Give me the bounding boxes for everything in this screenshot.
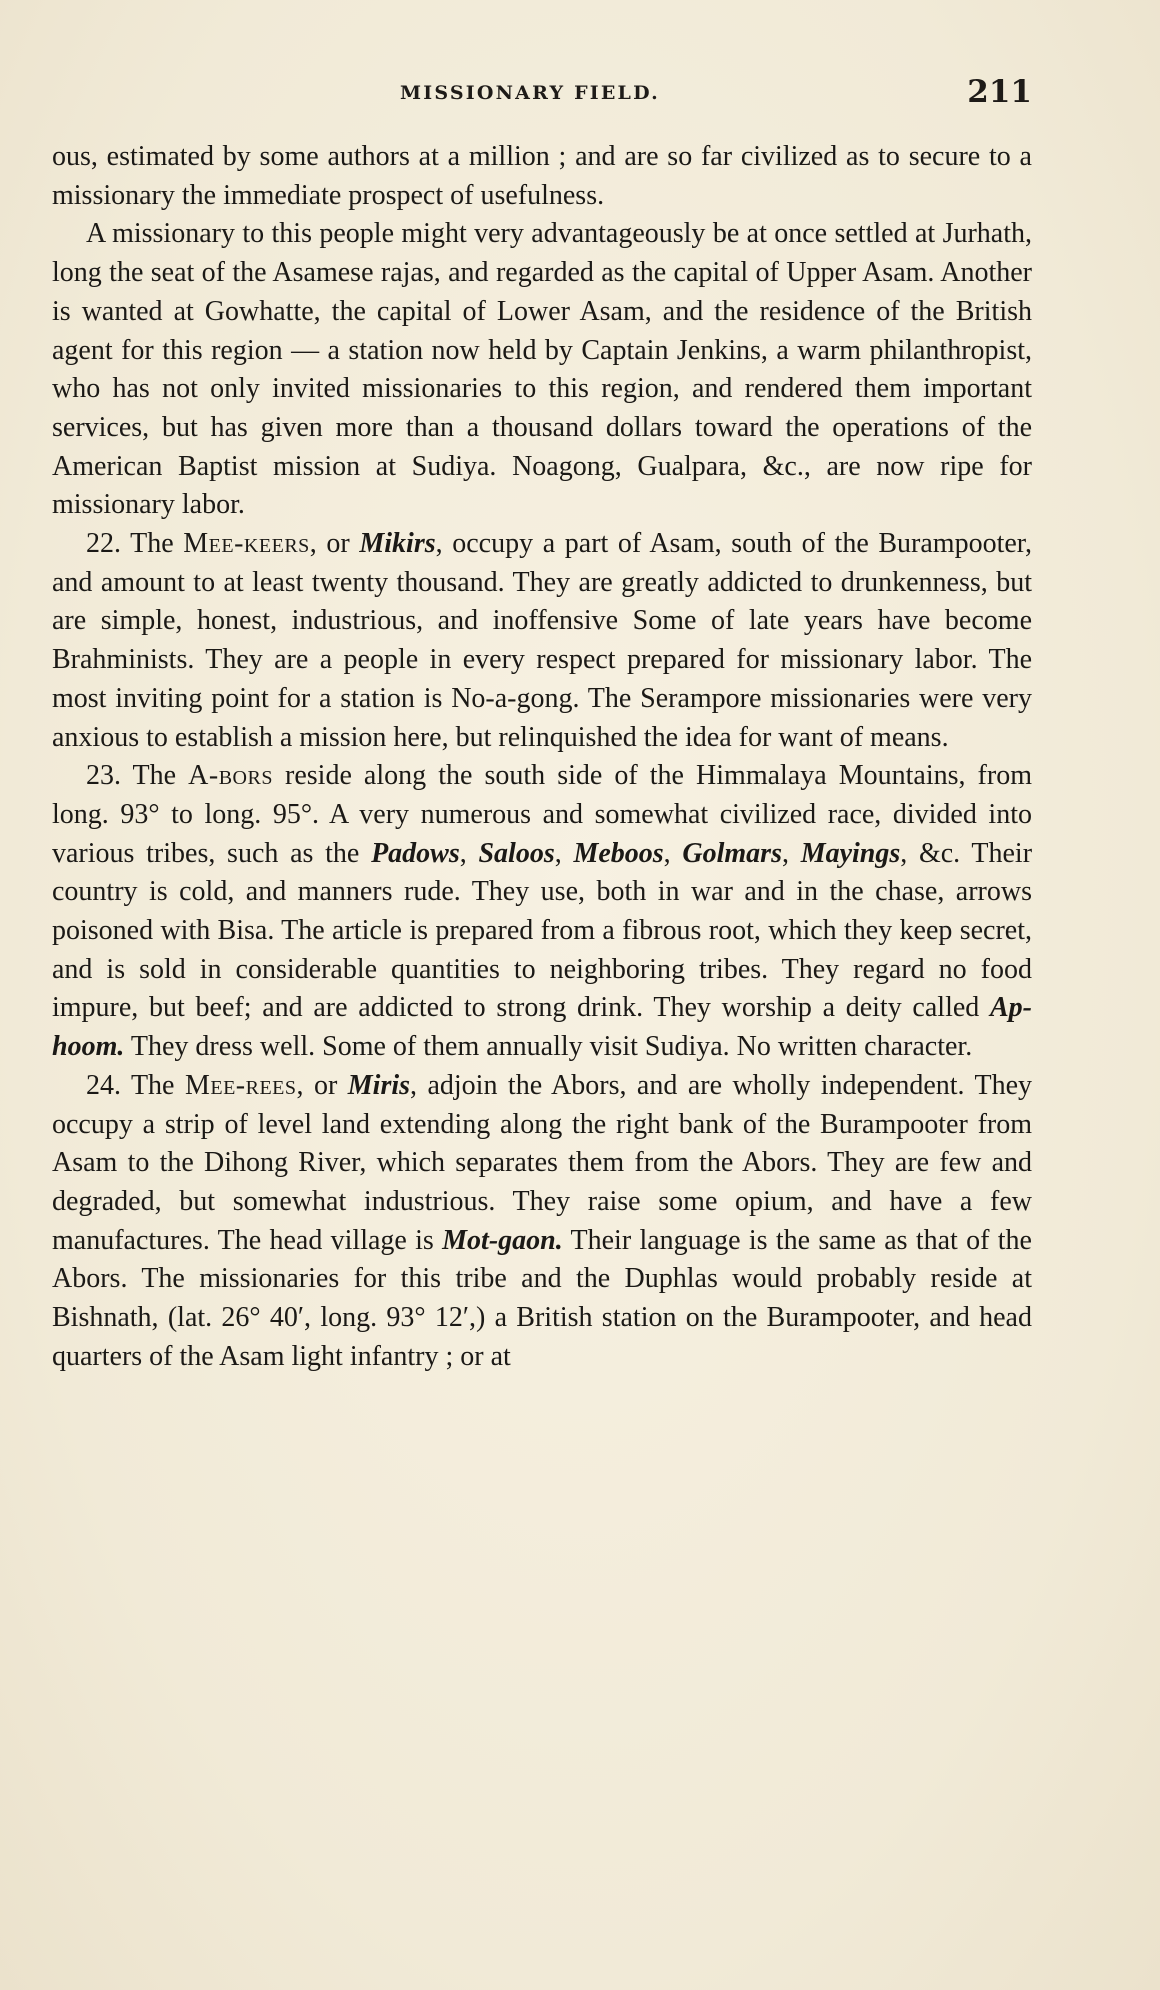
paragraph-continuation (52, 138, 1032, 215)
tribe-meboos: Meboos (573, 837, 664, 869)
section-23-number: 23. The (86, 760, 189, 792)
separator: , (781, 837, 801, 869)
section-23-text-1: reside along the south side of the Himmalaya Mountains, from long. 93° to long. 95°. A very numerous and somewhat civilized race, divided into various tribes, such as the (52, 760, 1032, 869)
paragraph-mee-rees (52, 1067, 1032, 1377)
paragraph-asam-missionary (52, 215, 1032, 525)
paragraph-mee-keers (52, 525, 1032, 757)
section-22-text: , occupy a part of Asam, south of the Burampooter, and amount to at least twenty thousand. They are greatly addicted to drunkenness, but are simple, honest, industrious, and inoffensive Some of late years have become Brahminists. They are a people in every respect prepared for missionary labor. The most inviting point for a station is No-a-gong. The Serampore missionaries were very anxious to establish a mission here, but relinquished the idea for want of means. (52, 528, 1032, 753)
tribe-name-mee-rees: Mee-rees (184, 1069, 297, 1101)
tribe-saloos: Saloos (478, 837, 555, 869)
separator: , (663, 837, 683, 869)
tribe-name-mee-keers: Mee-keers (183, 528, 310, 560)
running-head (52, 74, 1032, 118)
section-23-text-3: They dress well. Some of them annually visit Sudiya. No written character. (124, 1031, 973, 1063)
tribe-golmars: Golmars (682, 837, 782, 869)
tribe-alt-name-miris: Miris (347, 1069, 411, 1101)
section-22-number: 22. The (86, 528, 184, 560)
tribe-alt-name-mikirs: Mikirs (359, 528, 436, 560)
separator: , (459, 837, 479, 869)
section-23-text-2: , &c. Their country is cold, and manners rude. They use, both in war and in the chase, arrows poisoned with Bisa. The article is prepared from a fibrous root, which they keep secret, and is sold in considerable quantities to neighboring tribes. They regard no food impure, but beef; and are addicted to strong drink. They worship a deity called (52, 837, 1033, 1024)
tribe-name-a-bors: A-bors (188, 760, 273, 792)
section-22-or: , or (309, 528, 360, 560)
paragraph-2-text: A missionary to this people might very advantageously be at once settled at Jurhath, long the seat of the Asamese rajas, and regarded as the capital of Upper Asam. Another is wanted at Gowhatte, the capital of Lower Asam, and the residence of the British agent for this region — a station now held by Captain Jenkins, a warm philanthropist, who has not only invited missionaries to this region, and rendered them important services, but has given more than a thousand dollars toward the operations of the American Baptist mission at Sudiya. Noagong, Gualpara, &c., are now ripe for missionary labor. (52, 218, 1032, 521)
deity-ap-hoom: Ap-hoom. (52, 992, 1032, 1063)
running-title: MISSIONARY FIELD. (400, 82, 660, 104)
paragraph-a-bors (52, 757, 1032, 1067)
section-24-text-2: Their language is the same as that of the Abors. The missionaries for this tribe and the Duphlas would probably reside at Bishnath, (lat. 26° 40′, long. 93° 12′,) a British station on the Burampooter, and head quarters of the Asam light infantry ; or at (52, 1224, 1032, 1372)
separator: , (554, 837, 574, 869)
tribe-padows: Padows (371, 837, 460, 869)
tribe-mayings: Mayings (800, 837, 901, 869)
paragraph-1-text: ous, estimated by some authors at a million ; and are so far civilized as to secure to a missionary the immediate prospect of usefulness. (52, 141, 1032, 211)
body-text (52, 138, 1032, 1377)
section-24-text-1: , adjoin the Abors, and are wholly independent. They occupy a strip of level land extending along the right bank of the Burampooter from Asam to the Dihong River, which separates them from the Abors. They are few and degraded, but somewhat industrious. They raise some opium, and have a few manufactures. The head village is (52, 1069, 1033, 1256)
village-mot-gaon: Mot-gaon. (442, 1224, 563, 1256)
section-24-or: , or (296, 1069, 348, 1101)
section-24-number: 24. The (86, 1069, 185, 1101)
page-number: 211 (967, 74, 1032, 110)
